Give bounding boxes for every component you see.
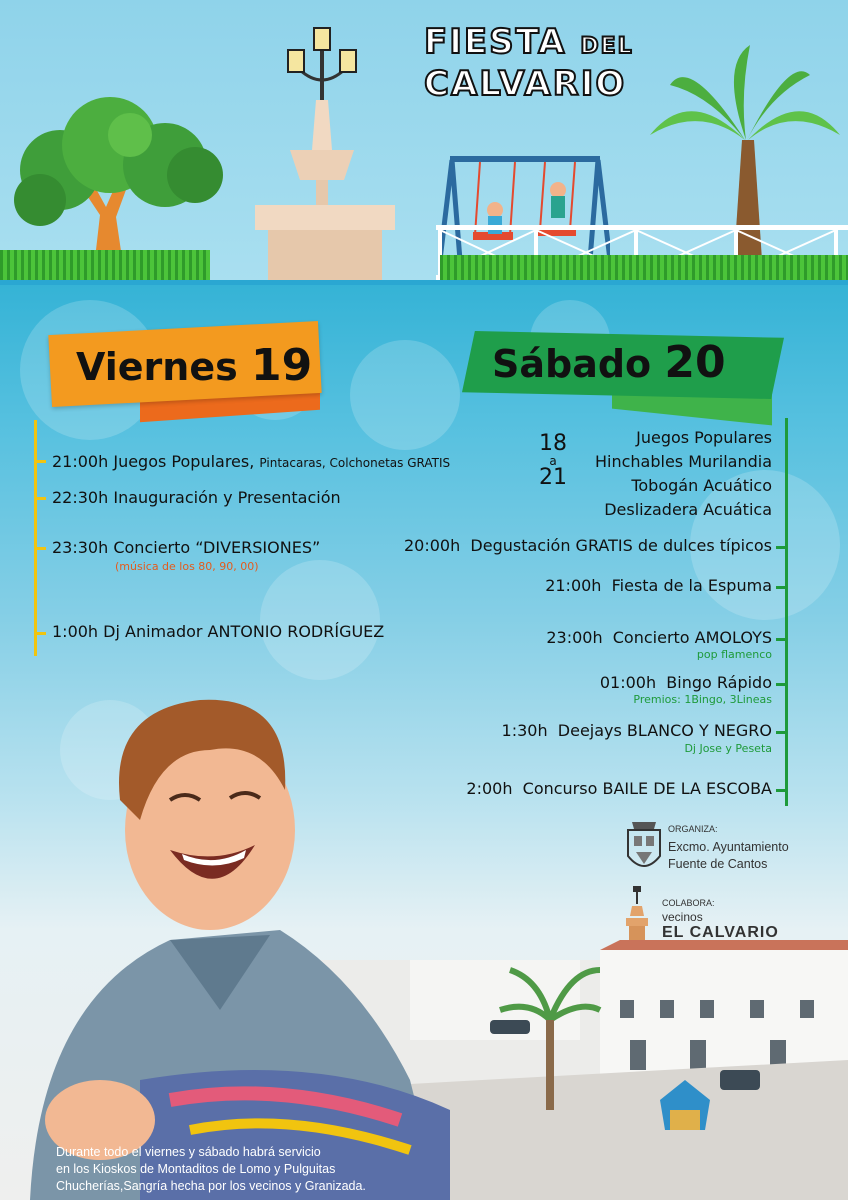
coat-of-arms-icon (622, 820, 666, 876)
friday-event-3-note: (música de los 80, 90, 00) (115, 560, 259, 573)
title-del: DEL (580, 34, 634, 59)
organiza-block (622, 820, 822, 880)
title-fiesta: FIESTA (424, 22, 567, 62)
event-text: Concurso BAILE DE LA ESCOBA (522, 779, 772, 798)
laughing-child-illustration (20, 680, 540, 1200)
event-time: 23:00h (546, 628, 603, 647)
event-text: Juegos Populares, (113, 452, 255, 471)
friday-event-4 (52, 622, 384, 641)
fountain-illustration (240, 20, 410, 285)
saturday-day: Sábado (492, 342, 652, 386)
saturday-tick (776, 683, 786, 686)
bokeh-bubble (350, 340, 460, 450)
saturday-event-4 (600, 673, 772, 692)
footer-line1: Durante todo el viernes y sábado habrá servicio (56, 1145, 321, 1159)
event-extra: Pintacaras, Colchonetas GRATIS (259, 456, 451, 470)
saturday-event-1 (404, 536, 772, 555)
saturday-tick (776, 546, 786, 549)
saturday-event-5-note: Dj Jose y Peseta (684, 742, 772, 755)
event-text: Dj Animador ANTONIO RODRÍGUEZ (103, 622, 385, 641)
saturday-timeline (785, 418, 788, 806)
friday-banner (50, 328, 330, 423)
friday-tick (36, 497, 46, 500)
footer-notice (56, 1144, 366, 1195)
saturday-tick (776, 638, 786, 641)
footer-line2: en los Kioskos de Montaditos de Lomo y Pulguitas (56, 1162, 336, 1176)
event-time: 23:30h (52, 538, 109, 557)
saturday-label (492, 337, 726, 388)
fountain-logo-icon (622, 886, 652, 942)
organiza-line1: Excmo. Ayuntamiento (668, 840, 789, 854)
saturday-event-2 (545, 576, 772, 595)
event-time: 21:00h (52, 452, 109, 471)
event-time: 22:30h (52, 488, 109, 507)
saturday-tick (776, 731, 786, 734)
footer-line3: Chucherías,Sangría hecha por los vecinos y Granizada. (56, 1179, 366, 1193)
bokeh-bubble (260, 560, 380, 680)
friday-event-2 (52, 488, 341, 507)
saturday-number: 20 (664, 337, 726, 388)
event-time: 2:00h (466, 779, 513, 798)
range-from: 18 (539, 431, 567, 456)
saturday-time-range (536, 431, 570, 490)
colabora-line1: vecinos (662, 910, 703, 924)
event-time: 1:00h (52, 622, 99, 641)
saturday-banner (462, 325, 792, 425)
activity-item: Hinchables Murilandia (595, 452, 772, 471)
title-line2: CALVARIO (424, 64, 627, 104)
friday-tick (36, 460, 46, 463)
friday-event-1 (52, 452, 450, 471)
saturday-tick (776, 789, 786, 792)
range-to: 21 (539, 465, 567, 490)
event-text: Inauguración y Presentación (113, 488, 341, 507)
event-time: 20:00h (404, 536, 461, 555)
event-text: Fiesta de la Espuma (611, 576, 772, 595)
friday-timeline (34, 420, 37, 656)
saturday-event-3 (546, 628, 772, 647)
saturday-tick (776, 586, 786, 589)
event-text: Bingo Rápido (666, 673, 772, 692)
event-text: Degustación GRATIS de dulces típicos (470, 536, 772, 555)
grass-left (0, 250, 210, 280)
range-a: a (549, 454, 557, 468)
event-text: Deejays BLANCO Y NEGRO (557, 721, 772, 740)
activity-item: Juegos Populares (636, 428, 772, 447)
colabora-line2: EL CALVARIO (662, 924, 779, 941)
event-time: 01:00h (599, 673, 657, 692)
friday-number: 19 (250, 340, 313, 391)
header-scene (0, 0, 848, 285)
scene-baseline (0, 280, 848, 285)
friday-tick (36, 632, 46, 635)
friday-event-3 (52, 538, 320, 557)
saturday-activities (580, 426, 772, 522)
friday-tick (36, 547, 46, 550)
colabora-block (622, 886, 822, 946)
activity-item: Tobogán Acuático (631, 476, 772, 495)
event-time: 1:30h (501, 721, 548, 740)
friday-label (76, 340, 312, 391)
organiza-line2: Fuente de Cantos (668, 857, 768, 871)
activity-item: Deslizadera Acuática (604, 500, 772, 519)
title-line1 (424, 22, 634, 62)
event-text: Concierto AMOLOYS (612, 628, 772, 647)
organiza-label: ORGANIZA: (668, 824, 718, 834)
saturday-event-4-note: Premios: 1Bingo, 3Lineas (633, 693, 772, 706)
saturday-event-5 (502, 721, 772, 740)
friday-day: Viernes (76, 345, 238, 389)
saturday-event-3-note: pop flamenco (696, 648, 772, 661)
event-text: Concierto “DIVERSIONES” (113, 538, 321, 557)
event-time: 21:00h (545, 576, 602, 595)
colabora-label: COLABORA: (662, 898, 715, 908)
